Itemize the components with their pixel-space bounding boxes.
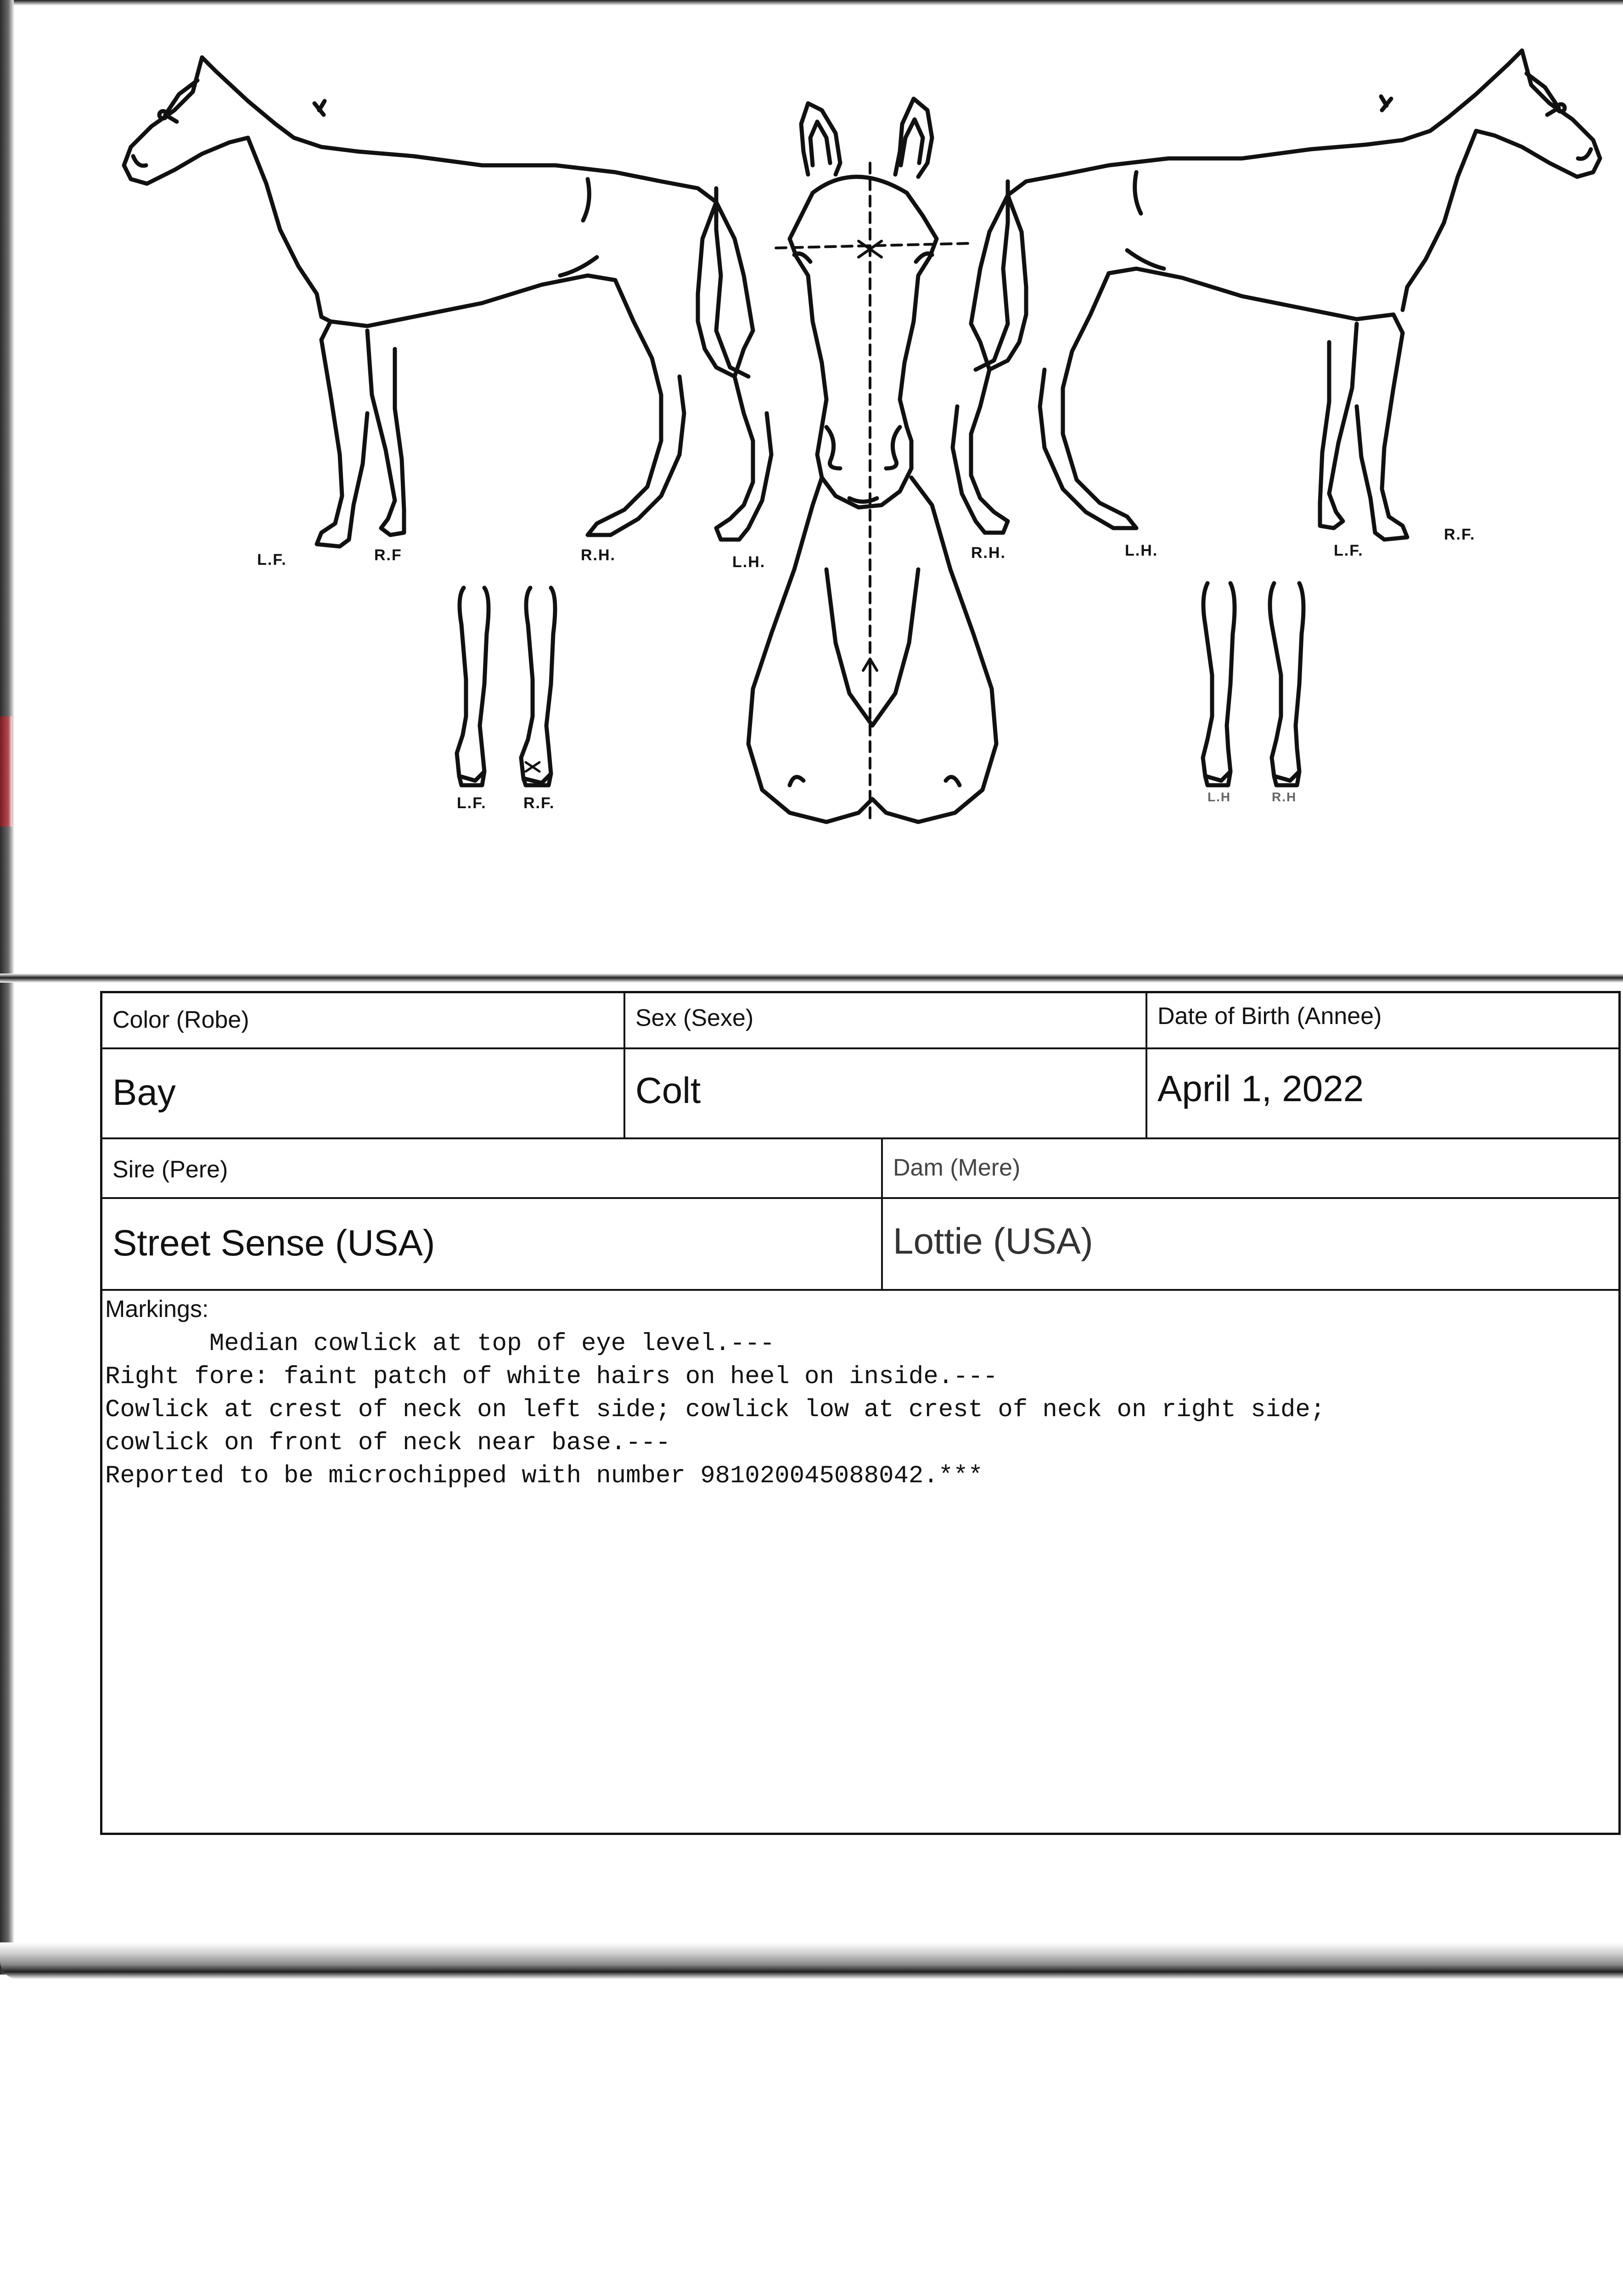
- dob-label-cell: [1147, 993, 1621, 1047]
- row-sire-dam-labels: [102, 1139, 1618, 1199]
- markings-line: Cowlick at crest of neck on left side; cowlick low at crest of neck on right side;: [105, 1396, 1325, 1424]
- markings-text: [105, 1328, 1611, 1493]
- sire-label-cell: [102, 1139, 883, 1197]
- row-sire-dam-values: [102, 1199, 1618, 1291]
- right-horse-label-lf: L.F.: [1334, 542, 1364, 559]
- markings-section: [102, 1291, 1618, 1833]
- sire-value-cell: [102, 1199, 883, 1289]
- right-horse-label-rh: R.H.: [971, 544, 1006, 562]
- row-color-sex-dob-labels: [102, 993, 1618, 1049]
- left-horse-label-lf: L.F.: [257, 551, 287, 568]
- sex-value: Colt: [635, 1070, 701, 1111]
- dob-label: Date of Birth (Annee): [1157, 1003, 1382, 1030]
- hind-legs-outline: [1203, 583, 1303, 785]
- markings-line: Median cowlick at top of eye level.---: [105, 1330, 775, 1358]
- color-value-cell: [102, 1049, 625, 1137]
- markings-line: Reported to be microchipped with number 981020045088042.***: [105, 1462, 983, 1490]
- hind-legs-label-rh: R.H: [1272, 790, 1297, 804]
- color-label-cell: [102, 993, 625, 1047]
- front-legs-label-lf: L.F.: [457, 794, 487, 812]
- dob-value: April 1, 2022: [1157, 1068, 1364, 1109]
- sex-label-cell: [625, 993, 1147, 1047]
- markings-line: Right fore: faint patch of white hairs on heel on inside.---: [105, 1363, 998, 1391]
- left-side-horse-outline: [124, 57, 771, 546]
- left-horse-label-lh: L.H.: [732, 553, 766, 571]
- front-legs-label-rf: R.F.: [523, 794, 555, 812]
- front-view-head-outline: [748, 99, 996, 822]
- dam-value: Lottie (USA): [893, 1221, 1093, 1261]
- horse-marking-diagram: [0, 0, 1623, 964]
- sex-value-cell: [625, 1049, 1147, 1137]
- right-side-horse-outline: [953, 51, 1600, 540]
- markings-label: Markings:: [105, 1296, 209, 1322]
- sex-label: Sex (Sexe): [635, 1005, 754, 1031]
- dam-value-cell: [883, 1199, 1621, 1289]
- dam-label-cell: [883, 1139, 1621, 1197]
- right-horse-label-lh: L.H.: [1125, 542, 1158, 559]
- horse-outlines: [0, 0, 1623, 964]
- color-value: Bay: [112, 1072, 176, 1113]
- dam-label: Dam (Mere): [893, 1154, 1021, 1181]
- sire-value: Street Sense (USA): [112, 1222, 435, 1263]
- color-label: Color (Robe): [112, 1007, 249, 1033]
- row-color-sex-dob-values: [102, 1049, 1618, 1139]
- dob-value-cell: [1147, 1049, 1621, 1137]
- left-horse-label-rf: R.F: [374, 546, 402, 564]
- markings-line: cowlick on front of neck near base.---: [105, 1429, 671, 1457]
- left-horse-label-rh: R.H.: [581, 546, 616, 564]
- front-legs-outline: [457, 588, 555, 785]
- horse-identification-form: [100, 991, 1621, 1835]
- right-horse-label-rf: R.F.: [1444, 526, 1476, 543]
- page-fold-shadow: [0, 974, 1623, 983]
- sire-label: Sire (Pere): [112, 1156, 228, 1183]
- hind-legs-label-lh: L.H: [1207, 790, 1231, 804]
- page-bottom-fold: [0, 1942, 1623, 1979]
